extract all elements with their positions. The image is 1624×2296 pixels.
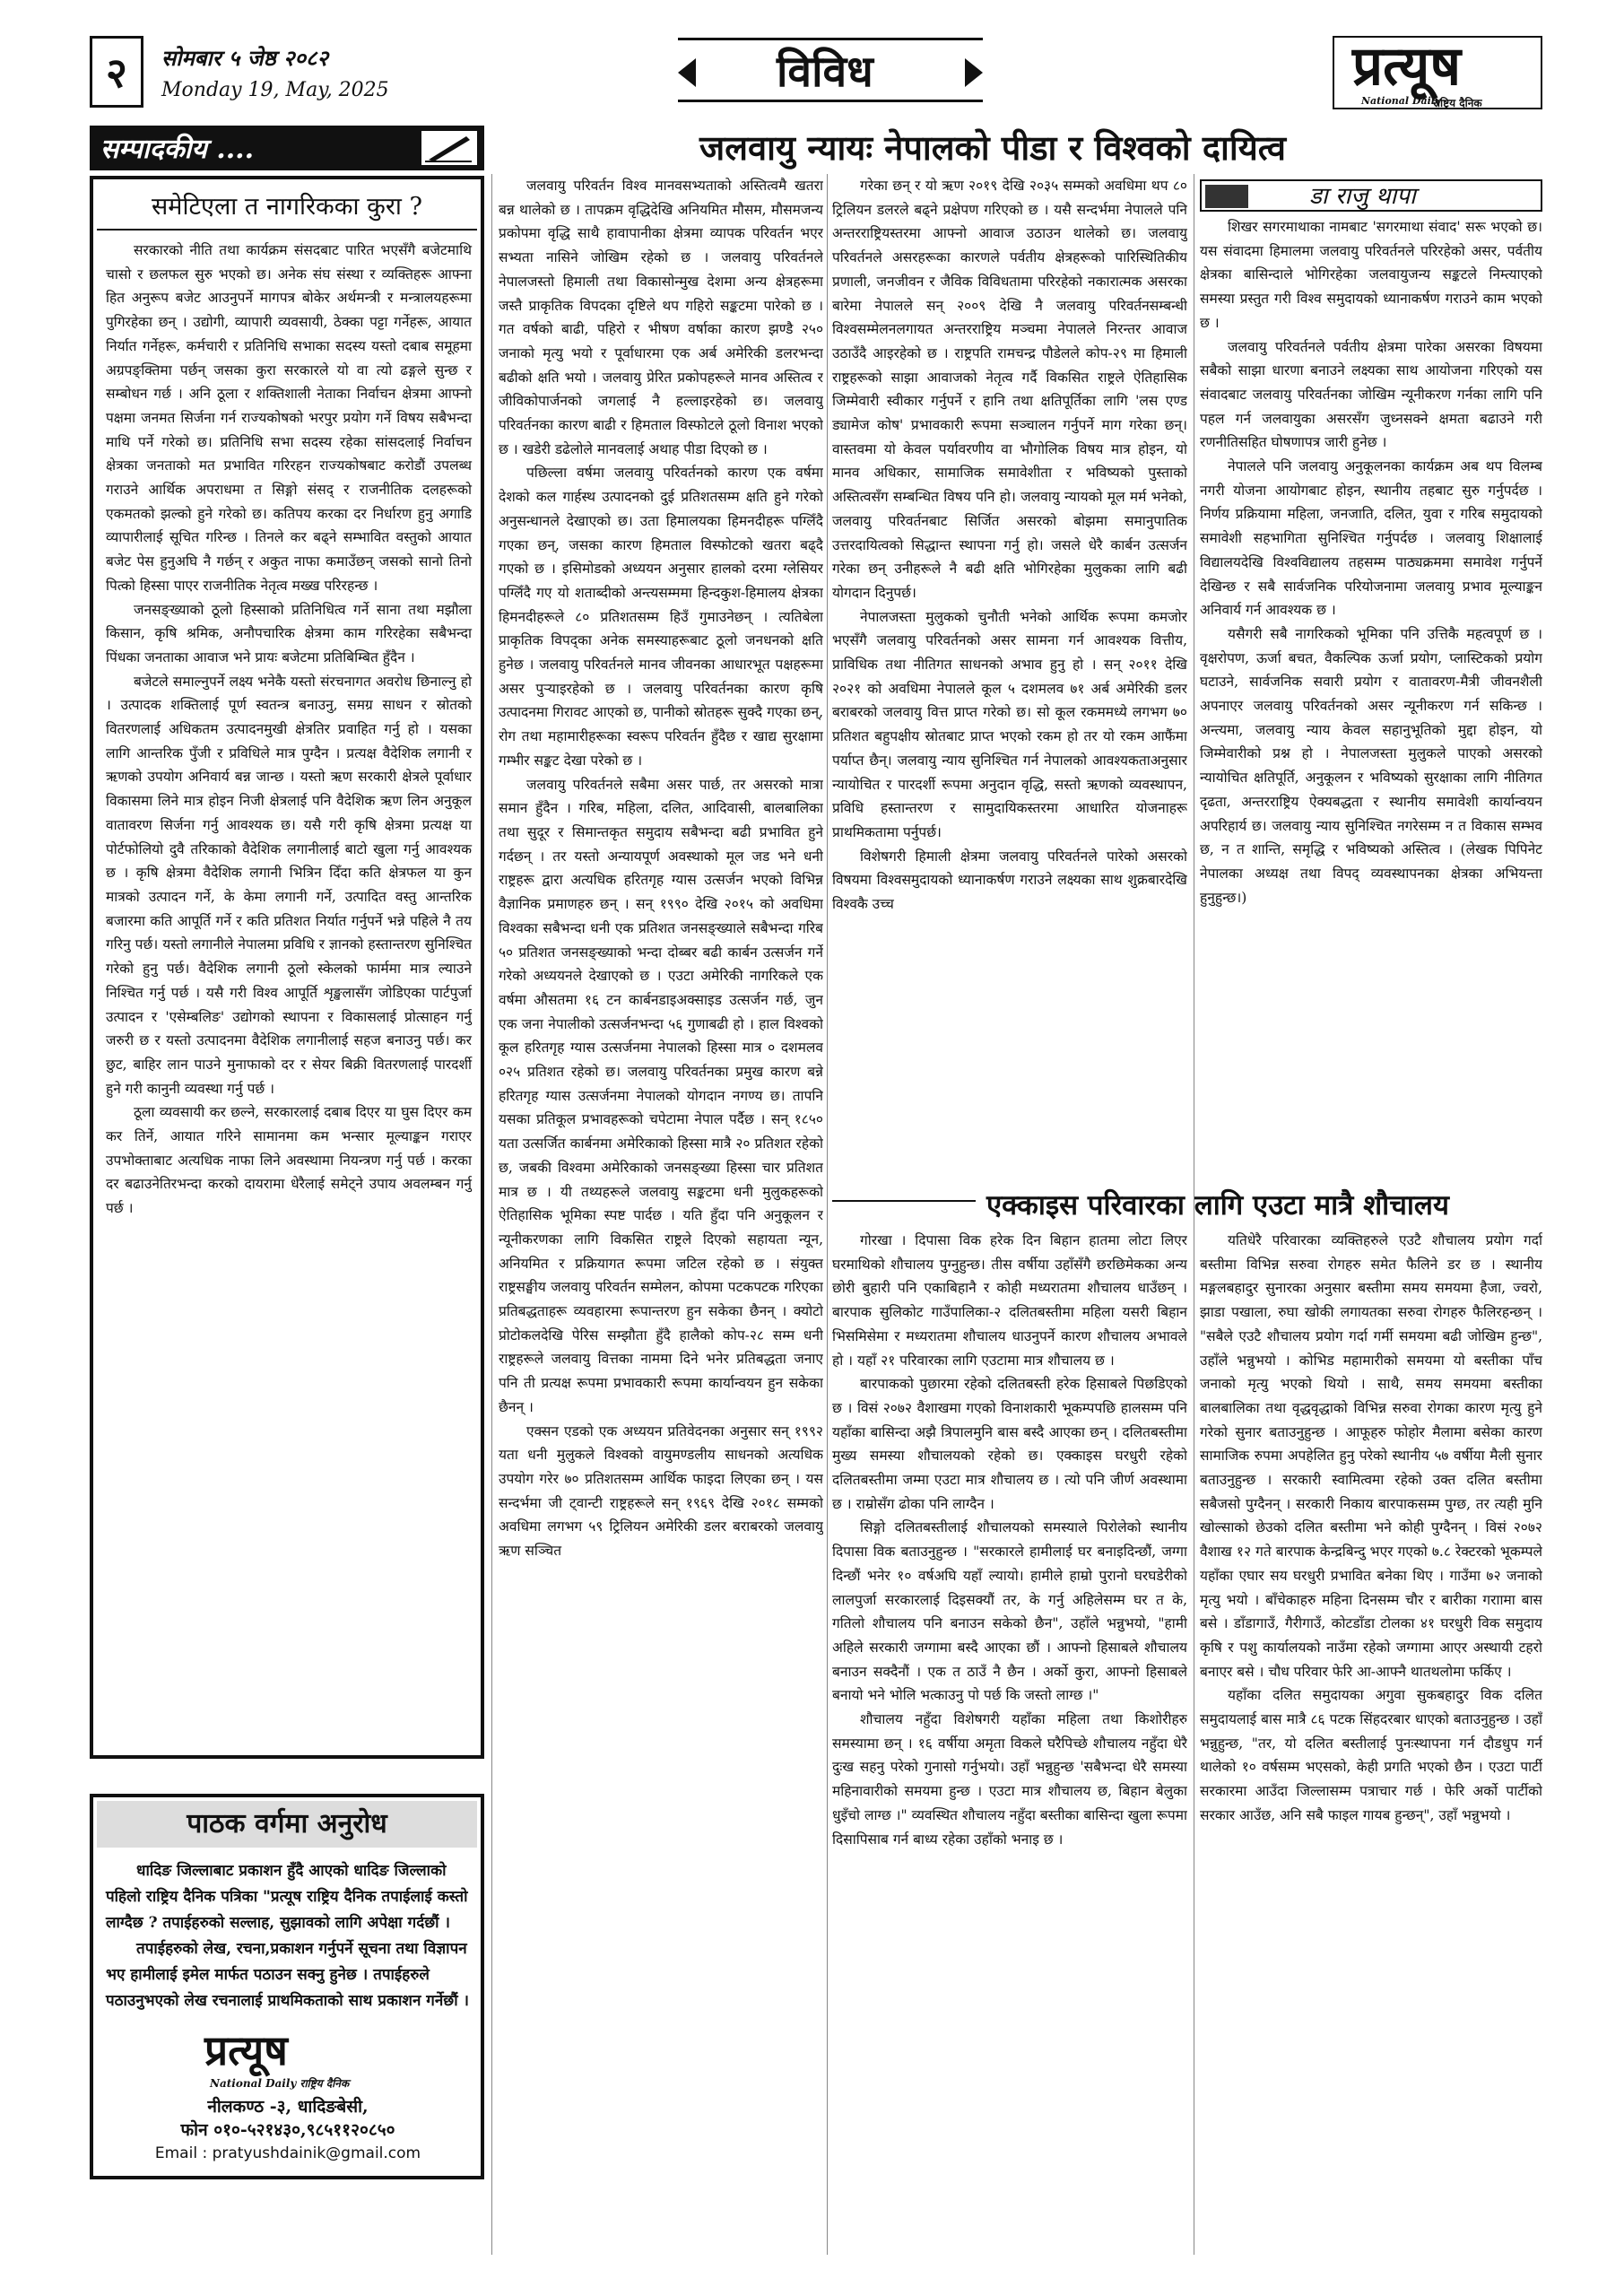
section-title: विविध <box>777 47 873 97</box>
triangle-right-icon <box>965 58 983 87</box>
contact-info <box>102 2095 473 2165</box>
article2-column-1 <box>832 1229 1187 2251</box>
article-paragraph: जलवायु परिवर्तनले पर्वतीय क्षेत्रमा पारेका असरका विषयमा सबैको साझा धारणा बनाउने लक्ष्यका साथ आयोजना गरिएको यस संवादबाट जलवायु परिवर्तनका जोखिम न्यूनीकरण गर्नका लागि पनि पहल गर्न जलवायुका असरसँग जुध्नसक्ने क्षमता बढाउने गरी रणनीतिसहित घोषणापत्र जारी हुनेछ । <box>1200 338 1542 451</box>
pen-icon <box>421 131 477 165</box>
article2-column-2 <box>1200 1229 1542 2251</box>
article-paragraph: पछिल्ला वर्षमा जलवायु परिवर्तनको कारण एक वर्षमा देशको कल गार्हस्थ उत्पादनको दुई प्रतिशतसम्म क्षति हुने गरेको अनुसन्धानले देखाएको छ। उता हिमालयका हिमनदीहरू पग्लिँदै गएका छन्, जसका कारण हिमताल विस्फोटको खतरा बढ्दै गएको छ । इसिमोडको अध्ययन अनुसार हालको दरमा ग्लेसियर पग्लिँदै गए यो शताब्दीको अन्त्यसम्ममा हिन्दकुश-हिमालय क्षेत्रका हिमनदीहरूले ८० प्रतिशतसम्म हिउँ गुमाउनेछन् । त्यतिबेला प्राकृतिक विपद्का अनेक समस्याहरूबाट ठूलो जनधनको क्षति हुनेछ । जलवायु परिवर्तनले मानव जीवनका आधारभूत पक्षहरूमा असर पुऱ्याइरहेको छ । जलवायु परिवर्तनका कारण कृषि उत्पादनमा गिरावट आएको छ, पानीको स्रोतहरू सुक्दै गएका छन्, रोग तथा महामारीहरूका स्वरूप परिवर्तन हुँदैछ र खाद्य सुरक्षामा गम्भीर सङ्कट देखा परेको छ । <box>499 465 823 769</box>
divider <box>832 1200 976 1202</box>
author-byline <box>1200 179 1542 212</box>
article-paragraph: यसैगरी सबै नागरिकको भूमिका पनि उत्तिकै महत्वपूर्ण छ । वृक्षरोपण, ऊर्जा बचत, वैकल्पिक ऊर्जा प्रयोग, प्लास्टिकको प्रयोग घटाउने, सार्वजनिक सवारी प्रयोग र वातावरण-मैत्री जीवनशैली अपनाएर जलवायु परिवर्तनको असर न्यूनीकरण गर्न सकिन्छ । अन्त्यमा, जलवायु न्याय केवल सहानुभूतिको मुद्दा होइन, यो जिम्मेवारीको प्रश्न हो । नेपालजस्ता मुलुकले पाएको असरको न्यायोचित क्षतिपूर्ति, अनुकूलन र भविष्यको सुरक्षाका लागि नीतिगत दृढता, अन्तरराष्ट्रिय ऐक्यबद्धता र स्थानीय समावेशी कार्यान्वयन अपरिहार्य छ। जलवायु न्याय सुनिश्चित नगरेसम्म न त विकास सम्भव छ, न त शान्ति, समृद्धि र भविष्यको अस्तित्व । (लेखक पिपिनेट नेपालका अध्यक्ष तथा विपद् व्यवस्थापनका क्षेत्रका अभियन्ता हुनुहुन्छ।) <box>1200 625 1542 906</box>
author-name: डा राजु थापा <box>1309 183 1416 210</box>
article-column-1 <box>499 174 823 1934</box>
page-header <box>90 36 1542 117</box>
reader-request-logo: प्रत्यूष <box>204 2026 288 2074</box>
article-paragraph: विशेषगरी हिमाली क्षेत्रमा जलवायु परिवर्तनले पारेको असरको विषयमा विश्वसमुदायको ध्यानाकर्षण गराउने लक्ष्यका साथ शुक्रबारदेखि विश्वकै उच्च <box>832 848 1187 913</box>
reader-request-title: पाठक वर्गमा अनुरोध <box>97 1801 477 1848</box>
email[interactable]: Email : pratyushdainik@gmail.com <box>154 2144 421 2162</box>
reader-request-body <box>106 1858 473 2014</box>
article-paragraph: सिङ्गो दलितबस्तीलाई शौचालयको समस्याले पिरोलेको स्थानीय दिपासा विक बताउनुहुन्छ । "सरकारले हामीलाई घर बनाइदिन्छौं, जग्गा दिन्छौं भनेर १० वर्षअघि यहाँ ल्यायो। हामीले हाम्रो पुरानो घरघडेरीको लालपुर्जा सरकारलाई दिइसक्यौं तर, के गर्नु अहिलेसम्म घर त के, गतिलो शौचालय पनि बनाउन सकेको छैन", उहाँले भन्नुभयो, "हामी अहिले सरकारी जग्गामा बस्दै आएका छौं । आफ्नो हिसाबले शौचालय बनाउन सक्दैनौं । एक त ठाउँ नै छैन । अर्को कुरा, आफ्नो हिसाबले बनायो भने भोलि भत्काउनु पो पर्छ कि जस्तो लाग्छ ।" <box>832 1519 1187 1704</box>
reader-request-box <box>90 1794 484 2179</box>
masthead-subtitle-np: राष्ट्रिय दैनिक <box>1433 97 1482 109</box>
article-paragraph: जलवायु परिवर्तनले सबैमा असर पार्छ, तर असरको मात्रा समान हुँदैन । गरिब, महिला, दलित, आदिवासी, बालबालिका तथा सुदूर र सिमान्तकृत समुदाय सबैभन्दा बढी प्रभावित हुने गर्दछन् । तर यस्तो अन्यायपूर्ण अवस्थाको मूल जड भने धनी राष्ट्रहरू द्वारा अत्यधिक हरितगृह ग्यास उत्सर्जन भएको विभिन्न वैज्ञानिक प्रमाणहरु छन् । सन् १९९० देखि २०१५ को अवधिमा विश्वका सबैभन्दा धनी एक प्रतिशत जनसङ्ख्याले सबैभन्दा गरिब ५० प्रतिशत जनसङ्ख्याको भन्दा दोब्बर बढी कार्बन उत्सर्जन गर्ने गरेको अध्ययनले देखाएको छ । एउटा अमेरिकी नागरिकले एक वर्षमा औसतमा १६ टन कार्बनडाइअक्साइड उत्सर्जन गर्छ, जुन एक जना नेपालीको उत्सर्जनभन्दा ५६ गुणाबढी हो । हाल विश्वको कूल हरितगृह ग्यास उत्सर्जनमा नेपालको हिस्सा मात्र ० दशमलव ०२५ प्रतिशत रहेको छ। जलवायु परिवर्तनका प्रमुख कारण बन्ने हरितगृह ग्यास उत्सर्जनमा नेपालको योगदान नगण्य छ। तापनि यसका प्रतिकूल प्रभावहरूको चपेटामा नेपाल पर्दैछ । सन् १८५० यता उत्सर्जित कार्बनमा अमेरिकाको हिस्सा मात्रै २० प्रतिशत रहेको छ, जबकी विश्वमा अमेरिकाको जनसङ्ख्या हिस्सा चार प्रतिशत मात्र छ । यी तथ्यहरूले जलवायु सङ्कटमा धनी मुलुकहरूको ऐतिहासिक भूमिका स्पष्ट पार्दछ । यति हुँदा पनि अनुकूलन र न्यूनीकरणका लागि विकसित राष्ट्रले दिएको सहायता न्यून, अनियमित र प्रक्रियागत रूपमा जटिल रहेको छ । संयुक्त राष्ट्रसङ्घीय जलवायु परिवर्तन सम्मेलन, कोपमा पटकपटक गरिएका प्रतिबद्धताहरू व्यवहारमा रूपान्तरण हुन सकेका छैनन् । क्योटो प्रोटोकलदेखि पेरिस सम्झौता हुँदै हालैको कोप-२८ सम्म धनी राष्ट्रहरूले जलवायु वित्तका नाममा दिने भनेर प्रतिबद्धता जनाए पनि ती प्रत्यक्ष रूपमा प्रभावकारी रूपमा कार्यान्वयन हुन सकेका छैनन् । <box>499 776 823 1415</box>
article-paragraph: एक्सन एडको एक अध्ययन प्रतिवेदनका अनुसार सन् १९९२ यता धनी मुलुकले विश्वको वायुमण्डलीय साधनको अत्यधिक उपयोग गरेर ७० प्रतिशतसम्म आर्थिक फाइदा लिएका छन् । यस सन्दर्भमा जी ट्वान्टी राष्ट्रहरूले सन् १९६९ देखि २०१८ सम्मको अवधिमा लगभग ५९ ट्रिलियन अमेरिकी डलर बराबरको जलवायु ऋण सञ्चित <box>499 1422 823 1560</box>
article-paragraph: यहाँका दलित समुदायका अगुवा सुकबहादुर विक दलित समुदायलाई बास मात्रै ८६ पटक सिंहदरबार धाएको बताउनुहुन्छ । उहाँ भन्नुहुन्छ, "तर, यो दलित बस्तीलाई पुनःस्थापना गर्न दौडधुप गर्न थालेको १० वर्षसम्म भएसको, केही प्रगति भएको छैन । एउटा पार्टी सरकारमा आउँदा जिल्लासम्म पत्राचार गर्छ । फेरि अर्को पार्टीको सरकार आउँछ, अनि सबै फाइल गायब हुन्छन्", उहाँ भन्नुभयो । <box>1200 1687 1542 1823</box>
editorial-paragraph: सरकारको नीति तथा कार्यक्रम संसदबाट पारित भएसँगै बजेटमाथि चासो र छलफल सुरु भएको छ। अनेक संघ संस्था र व्यक्तिहरू आफ्ना हित अनुरूप बजेट आउनुपर्ने मागपत्र बोकेर अर्थमन्त्री र मन्त्रालयहरूमा पुगिरहेका छन् । उद्योगी, व्यापारी व्यवसायी, ठेक्का पट्टा गर्नेहरू, आयात निर्यात गर्नेहरू, कर्मचारी र प्रतिनिधि सभाका सदस्य यस्तो दबाब समूहमा अग्रपङ्क्तिमा पर्छन् जसका कुरा सरकारले यो वा त्यो ढङ्गले सुन्छ र सम्बोधन गर्छ । अनि ठूला र शक्तिशाली नेताका निर्वाचन क्षेत्रमा आफ्नो पक्षमा जनमत सिर्जना गर्न राज्यकोषको भरपुर प्रयोग गर्ने विषय सबैभन्दा माथि पर्ने गरेको छ। प्रतिनिधि सभा सदस्य रहेका सांसदलाई निर्वाचन क्षेत्रका जनताको मत प्रभावित गरिरहन राज्यकोषबाट करोडौं उपलब्ध गराउने आर्थिक अपराधमा त सिङ्गो संसद् र राजनीतिक दलहरूको एकमतको झल्को हुने गरेको छ। कतिपय करका दर निर्धारण हुनु अगाडि व्यापारीलाई सूचित गरिन्छ । तिनले कर बढ्ने सम्भावित वस्तुको आयात बजेट पेस हुनुअघि नै गर्छन् र अकुत नाफा कमाउँछन् जसको सानो तिनो पित्को हिस्सा पाएर राजनीतिक नेतृत्व मख्ख परिरहन्छ । <box>106 242 472 594</box>
article-paragraph: जलवायु परिवर्तन विश्व मानवसभ्यताको अस्तित्वमै खतरा बन्न थालेको छ । तापक्रम वृद्धिदेखि अनियमित मौसम, मौसमजन्य प्रकोपमा वृद्धि साथै हावापानीका क्षेत्रमा व्यापक परिवर्तन भएर सभ्यता नासिने जोखिम रहेको छ । जलवायु परिवर्तनले नेपालजस्तो हिमाली तथा विकासोन्मुख देशमा अन्य क्षेत्रहरूमा जस्तै प्राकृतिक विपदका दृष्टिले थप गहिरो सङ्कटमा पारेको छ । गत वर्षको बाढी, पहिरो र भीषण वर्षाका कारण झण्डै २५० जनाको मृत्यु भयो र पूर्वाधारमा एक अर्ब अमेरिकी डलरभन्दा बढीको क्षति भयो । जलवायु प्रेरित प्रकोपहरूले मानव अस्तित्व र जीविकोपार्जनको जगलाई नै हल्लाइरहेको छ। जलवायु परिवर्तनका कारण बाढी र हिमताल विस्फोटले ठूलो विनाश भएको छ । खडेरी डढेलोले मानवलाई अथाह पीडा दिएको छ । <box>499 178 823 457</box>
date-nepali: सोमबार ५ जेष्ठ २०८२ <box>161 45 328 71</box>
column-rule <box>827 174 828 2255</box>
editorial-label: सम्पादकीय .... <box>100 134 255 165</box>
article-headline-2: एक्काइस परिवारका लागि एउटा मात्रै शौचालय <box>986 1189 1449 1222</box>
reader-request-logo-subtitle: National Daily राष्ट्रिय दैनिक <box>210 2077 350 2090</box>
editorial-paragraph: बजेटले समाल्नुपर्ने लक्ष्य भनेकै यस्तो संरचनागत अवरोध छिनाल्नु हो । उत्पादक शक्तिलाई पूर्ण स्वतन्त्र बनाउनु, समग्र साधन र स्रोतको वितरणलाई अधिकतम उत्पादनमुखी क्षेत्रतिर प्रवाहित गर्नु हो । यसका लागि आन्तरिक पुँजी र प्रविधिले मात्र पुग्दैन । प्रत्यक्ष वैदेशिक लगानी र ऋणको उपयोग अनिवार्य बन्न जान्छ । यस्तो ऋण सरकारी क्षेत्रले पूर्वाधार विकासमा लिने मात्र होइन निजी क्षेत्रलाई पनि वैदेशिक ऋण लिन अनुकूल वातावरण सिर्जना गर्नु आवश्यक छ। यसै गरी कृषि क्षेत्रमा प्रत्यक्ष या पोर्टफोलियो दुवै तरिकाको वैदेशिक लगानीलाई बाटो खुला गर्नु आवश्यक छ । कृषि क्षेत्रमा वैदेशिक लगानी भित्रिन दिँदा कति क्षेत्रफल या कुन मात्रको उत्पादन गर्ने, के केमा लगानी गर्ने, उत्पादित वस्तु आन्तरिक बजारमा कति आपूर्ति गर्ने र कति प्रतिशत निर्यात गर्नुपर्ने भन्ने पहिले नै तय गरिनु पर्छ। यस्तो लगानीले नेपालमा प्रविधि र ज्ञानको हस्तान्तरण सुनिश्चित गरेको हुनु पर्छ। वैदेशिक लगानी ठूलो स्केलको फार्ममा मात्र ल्याउने निश्चित गर्नु पर्छ । यसै गरी विश्व आपूर्ति शृङ्खलासँग जोडिएका पार्टपुर्जा उत्पादन र 'एसेम्बलिङ' उद्योगको स्थापना र विकासलाई प्रोत्साहन गर्नु जरुरी छ र यस्तो उत्पादनमा वैदेशिक लगानीलाई सहज बनाउनु पर्छ। कर छुट, बाहिर लान पाउने मुनाफाको दर र सेयर बिक्री वितरणलाई पारदर्शी हुने गरी कानुनी व्यवस्था गर्नु पर्छ । <box>106 673 472 1097</box>
article-paragraph: शौचालय नहुँदा विशेषगरी यहाँका महिला तथा किशोरीहरु समस्यामा छन् । १६ वर्षीया अमृता विकले घरैपिच्छे शौचालय नहुँदा धेरै दुःख सहनु परेको गुनासो गर्नुभयो। उहाँ भन्नुहुन्छ 'सबैभन्दा धेरै समस्या महिनावारीको समयमा हुन्छ । एउटा मात्र शौचालय छ, बिहान बेलुका धुइँचो लाग्छ ।" व्यवस्थित शौचालय नहुँदा बस्तीका बासिन्दा खुला रूपमा दिसापिसाब गर्न बाध्य रहेका उहाँको भनाइ छ । <box>832 1711 1187 1848</box>
page-number: २ <box>90 36 143 108</box>
article-paragraph: गरेका छन् र यो ऋण २०१९ देखि २०३५ सम्मको अवधिमा थप ८० ट्रिलियन डलरले बढ्ने प्रक्षेपण गरिएको छ । यसै सन्दर्भमा नेपालले पनि अन्तरराष्ट्रियस्तरमा आफ्नो आवाज उठाउन थालेको छ। जलवायु परिवर्तनले असरहरूका कारणले पर्वतीय क्षेत्रहरूको पारिस्थितिकीय प्रणाली, जनजीवन र जैविक विविधतामा परिरहेको नकारात्मक असरका बारेमा नेपालले सन् २००९ देखि नै जलवायु परिवर्तनसम्बन्धी विश्वसम्मेलनलगायत अन्तरराष्ट्रिय मञ्चमा नेपालले निरन्तर आवाज उठाउँदै आइरहेको छ । राष्ट्रपति रामचन्द्र पौडेलले कोप-२९ मा हिमाली राष्ट्रहरूको साझा आवाजको नेतृत्व गर्दै विकसित राष्ट्रले ऐतिहासिक जिम्मेवारी स्वीकार गर्नुपर्ने र हानि तथा क्षतिपूर्तिका लागि 'लस एण्ड ड्यामेज कोष' प्रभावकारी रूपमा सञ्चालन गर्नुपर्ने माग गरेका छन्। वास्तवमा यो केवल पर्यावरणीय वा भौगोलिक विषय मात्र होइन, यो मानव अधिकार, सामाजिक समावेशीता र भविष्यको पुस्ताको अस्तित्वसँग सम्बन्धित विषय पनि हो। जलवायु न्यायको मूल मर्म भनेको, जलवायु परिवर्तनबाट सिर्जित असरको बोझमा समानुपातिक उत्तरदायित्वको सिद्धान्त स्थापना गर्नु हो। जसले धेरै कार्बन उत्सर्जन गरेका छन् उनीहरूले नै बढी क्षति भोगिरहेका मुलुकका लागि बढी योगदान दिनुपर्छ। <box>832 178 1187 601</box>
masthead-name: प्रत्यूष <box>1352 35 1462 98</box>
article-paragraph: यतिधेरै परिवारका व्यक्तिहरुले एउटै शौचालय प्रयोग गर्दा बस्तीमा विभिन्न सरुवा रोगहरु समेत फैलिने डर छ । स्थानीय मङ्गलबहादुर सुनारका अनुसार बस्तीमा समय समयमा हैजा, ज्वरो, झाडा पखाला, रुघा खोकी लगायतका सरुवा रोगहरु फैलिरहन्छन् । "सबैले एउटै शौचालय प्रयोग गर्दा गर्मी समयमा बढी जोखिम हुन्छ", उहाँले भन्नुभयो । कोभिड महामारीको समयमा यो बस्तीका पाँच जनाको मृत्यु भएको थियो । साथै, समय समयमा बस्तीका बालबालिका तथा वृद्धवृद्धाको विभिन्न सरुवा रोगका कारण मृत्यु हुने गरेको सुनार बताउनुहुन्छ । आफूहरु फोहोर मैलामा बसेका कारण सामाजिक रुपमा अपहेलित हुनु परेको स्थानीय ५७ वर्षीया मैली सुनार बताउनुहुन्छ । सरकारी स्वामित्वमा रहेको उक्त दलित बस्तीमा सबैजसो पुग्दैनन् । सरकारी निकाय बारपाकसम्म पुग्छ, तर त्यही मुनि खोल्साको छेउको दलित बस्तीमा भने कोही पुग्दैनन् । विसं २०७२ वैशाख १२ गते बारपाक केन्द्रबिन्दु भएर गएको ७.८ रेक्टरको भूकम्पले यहाँका एघार सय घरधुरी प्रभावित बनेका थिए । गाउँमा ७२ जनाको मृत्यु भयो । बाँचेकाहरु महिना दिनसम्म चौर र बारीका गराामा बास बसे । डाँडागाउँ, गैरीगाउँ, कोटडाँडा टोलका ४१ घरधुरी विक समुदाय कृषि र पशु कार्यालयको नाउँमा रहेको जग्गामा आएर अस्थायी टहरो बनाएर बसे । चौध परिवार फेरि आ-आफ्नै थातथलोमा फर्किए । <box>1200 1232 1542 1680</box>
editorial-paragraph: जनसङ्ख्याको ठूलो हिस्साको प्रतिनिधित्व गर्ने साना तथा मझौला किसान, कृषि श्रमिक, अनौपचारिक क्षेत्रमा काम गरिरहेका सबैभन्दा पिंधका जनताका आवाज भने प्रायः बजेटमा प्रतिबिम्बित हुँदैन । <box>106 601 472 665</box>
article-paragraph: गोरखा । दिपासा विक हरेक दिन बिहान हातमा लोटा लिएर घरमाथिको शौचालय पुग्नुहुन्छ। तीस वर्षीया उहाँसँगै छरछिमेकका अन्य छोरी बुहारी पनि एकाबिहानै र कोही मध्यरातमा शौचालय धाउँछन् । बारपाक सुलिकोट गाउँपालिका-२ दलितबस्तीमा महिला यसरी बिहान भिसमिसेमा र मध्यरातमा शौचालय धाउनुपर्ने कारण शौचालय अभावले हो । यहाँ २१ परिवारका लागि एउटामा मात्र शौचालय छ । <box>832 1232 1187 1369</box>
article-headline: जलवायु न्यायः नेपालको पीडा र विश्वको दायित्व <box>699 127 1286 168</box>
reader-request-paragraph: धादिङ जिल्लाबाट प्रकाशन हुँदै आएको धादिङ जिल्लाको पहिलो राष्ट्रिय दैनिक पत्रिका "प्रत्यूष राष्ट्रिय दैनिक तपाईलाई कस्तो लाग्दैछ ? तपाईहरुको सल्लाह, सुझावको लागि अपेक्षा गर्दछौं । <box>106 1862 468 1932</box>
article-paragraph: नेपालले पनि जलवायु अनुकूलनका कार्यक्रम अब थप विलम्ब नगरी योजना आयोगबाट होइन, स्थानीय तहबाट सुरु गर्नुपर्दछ । निर्णय प्रक्रियामा महिला, जनजाति, दलित, युवा र गरिब समुदायको समावेशी सहभागिता सुनिश्चित गर्नुपर्दछ । जलवायु शिक्षालाई विद्यालयदेखि विश्वविद्यालय तहसम्म पाठ्यक्रममा समावेश गर्नुपर्ने देखिन्छ र सबै सार्वजनिक परियोजनामा जलवायु प्रभाव मूल्याङ्कन अनिवार्य गर्न आवश्यक छ । <box>1200 458 1542 619</box>
reader-request-paragraph: तपाईहरुको लेख, रचना,प्रकाशन गर्नुपर्ने सूचना तथा विज्ञापन भए हामीलाई इमेल मार्फत पठाउन सक्नु हुनेछ । तपाईहरुले पठाउनुभएको लेख रचनालाई प्राथमिकताको साथ प्रकाशन गर्नेछौं । <box>106 1940 469 2010</box>
triangle-left-icon <box>678 58 696 87</box>
editorial-body <box>106 239 472 1221</box>
article-paragraph: शिखर सगरमाथाका नामबाट 'सगरमाथा संवाद' सरू भएको छ। यस संवादमा हिमालमा जलवायु परिवर्तनले परिरहेको असर, पर्वतीय क्षेत्रका बासिन्दाले भोगिरहेका जलवायुजन्य सङ्कटले निम्त्याएको समस्या प्रस्तुत गरी विश्व समुदायको ध्यानाकर्षण गराउने काम भएको छ । <box>1200 219 1542 331</box>
editorial-paragraph: ठूला व्यवसायी कर छल्ने, सरकारलाई दबाब दिएर या घुस दिएर कम कर तिर्ने, आयात गरिने सामानमा कम भन्सार मूल्याङ्कन गराएर उपभोक्ताबाट अत्यधिक नाफा लिने अवस्थामा नियन्त्रण गर्नु पर्छ । करका दर बढाउनेतिरभन्दा करको दायरामा धेरैलाई समेट्ने उपाय अवलम्बन गर्नु पर्छ । <box>106 1104 472 1217</box>
editorial-banner <box>90 126 484 170</box>
editorial-box <box>90 176 484 1759</box>
section-banner <box>678 38 983 102</box>
date-english: Monday 19, May, 2025 <box>161 79 389 101</box>
masthead-logo <box>1333 36 1542 109</box>
article-paragraph: नेपालजस्ता मुलुकको चुनौती भनेको आर्थिक रूपमा कमजोर भएसँगै जलवायु परिवर्तनको असर सामना गर्न आवश्यक वित्तीय, प्राविधिक तथा नीतिगत साधनको अभाव हुनु हो । सन् २०११ देखि २०२१ को अवधिमा नेपालले कूल ५ दशमलव ७१ अर्ब अमेरिकी डलर बराबरको जलवायु वित्त प्राप्त गरेको छ। सो कूल रकममध्ये लगभग ७० प्रतिशत बहुपक्षीय स्रोतबाट प्राप्त भएको रकम हो तर यो रकम आफैंमा पर्याप्त छैन्। जलवायु न्याय सुनिश्चित गर्न नेपालको आवश्यकताअनुसार न्यायोचित र पारदर्शी रूपमा अनुदान वृद्धि, सस्तो ऋणको व्यवस्थापन, प्रविधि हस्तान्तरण र सामुदायिकस्तरमा आधारित योजनाहरू प्राथमिकतामा पर्नुपर्छ। <box>832 608 1187 840</box>
article-column-2 <box>832 174 1187 1178</box>
article-paragraph: बारपाकको पुछारमा रहेको दलितबस्ती हरेक हिसाबले पिछडिएको छ । विसं २०७२ वैशाखमा गएको विनाशकारी भूकम्पपछि हालसम्म पनि यहाँका बासिन्दा अझै त्रिपालमुनि बास बस्दै आएका छन् । दलितबस्तीमा मुख्य समस्या शौचालयको रहेको छ। एक्काइस घरधुरी रहेको दलितबस्तीमा जम्मा एउटा मात्र शौचालय छ । त्यो पनि जीर्ण अवस्थामा छ । राम्रोसँग ढोका पनि लाग्दैन । <box>832 1376 1187 1512</box>
article-column-3 <box>1200 215 1542 1155</box>
phone: फोन ०१०-५२१४३०,९८५११२०८५० <box>180 2120 395 2140</box>
masthead-subtitle-en: National Daily <box>1361 95 1441 107</box>
column-rule <box>491 174 492 2255</box>
editorial-title: समेटिएला त नागरिकका कुरा ? <box>97 188 477 230</box>
author-photo-icon <box>1205 185 1248 208</box>
address: नीलकण्ठ -३, धादिङबेसी, <box>207 2097 369 2117</box>
